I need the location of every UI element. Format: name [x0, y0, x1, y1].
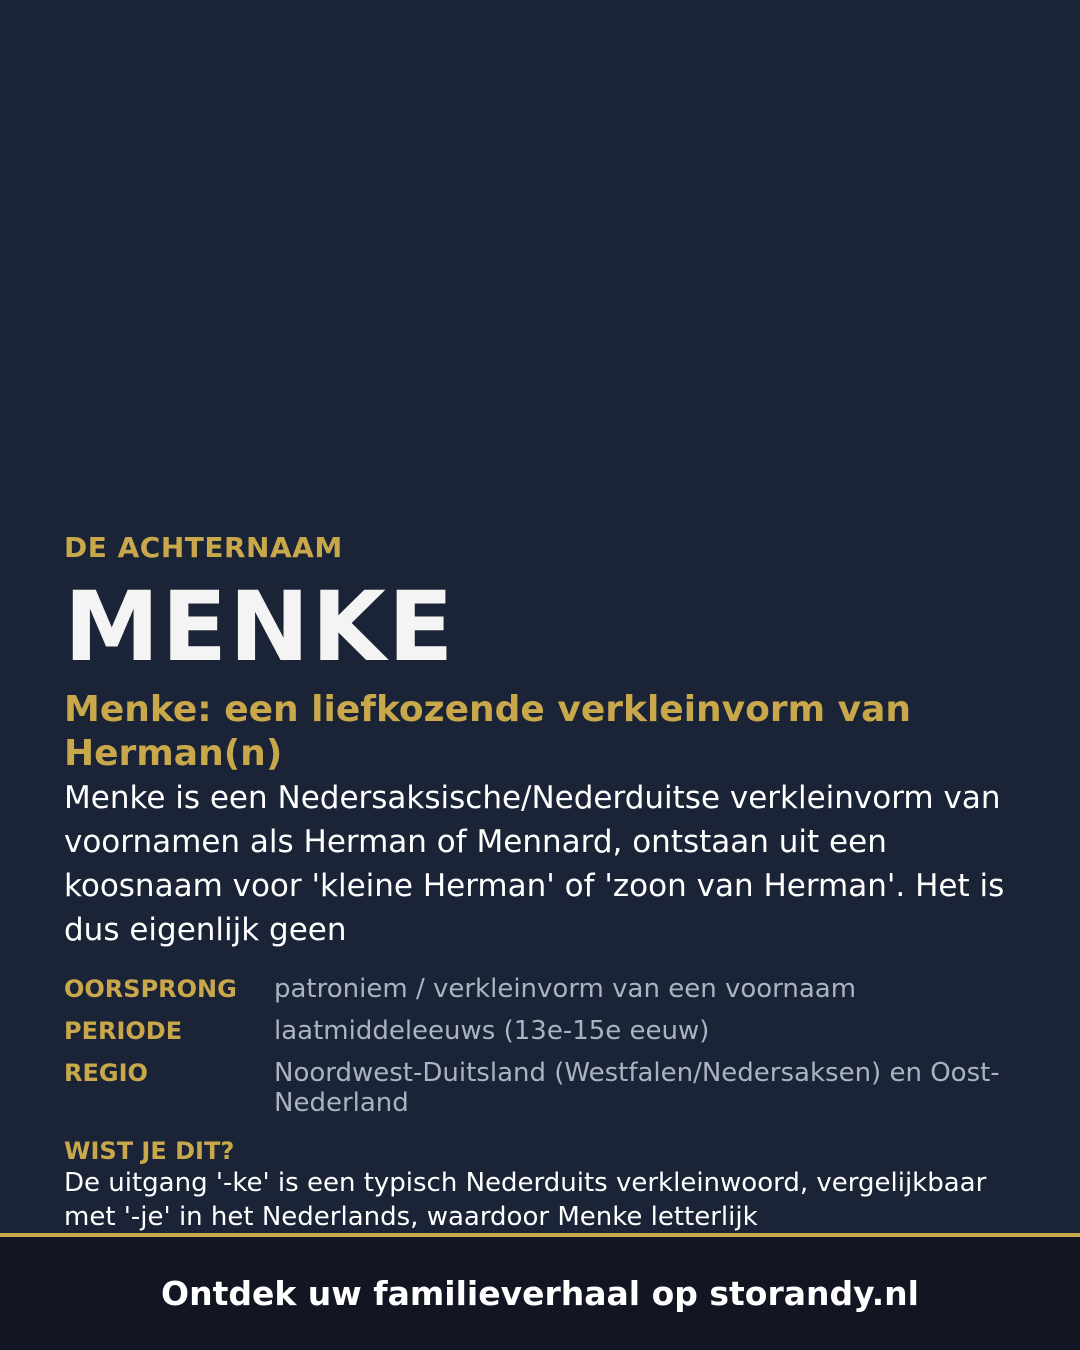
- intro-text: Menke is een Nedersaksische/Nederduitse verkleinvorm van voornamen als Herman of Mennard, ontstaan uit een koosnaam voor 'kleine Herman' of 'zoon van Herman'. Het is dus eigenlijk geen: [64, 780, 1005, 948]
- fact-label: PERIODE: [64, 1017, 183, 1045]
- fact-value: Noordwest-Duitsland (Westfalen/Nedersaksen) en Oost-Nederland: [274, 1058, 1000, 1118]
- fact-value: laatmiddeleeuws (13e-15e eeuw): [274, 1016, 710, 1046]
- eyebrow-label: DE ACHTERNAAM: [64, 531, 343, 564]
- footer-cta-link[interactable]: Ontdek uw familieverhaal op storandy.nl: [161, 1274, 919, 1313]
- subtitle: Menke: een liefkozende verkleinvorm van Herman(n): [64, 689, 912, 774]
- fact-label: OORSPRONG: [64, 975, 237, 1003]
- fact-row-period: [64, 1016, 1024, 1046]
- fact-row-origin: [64, 974, 1024, 1004]
- footer-banner: [0, 1233, 1080, 1350]
- fact-label: REGIO: [64, 1059, 148, 1087]
- did-you-know-text: De uitgang '-ke' is een typisch Nederduits verkleinwoord, vergelijkbaar met '-je' in het Nederlands, waardoor Menke letterlijk: [64, 1168, 987, 1232]
- did-you-know-label: WIST JE DIT?: [64, 1137, 235, 1165]
- card-content: [64, 530, 1024, 1234]
- fact-value: patroniem / verkleinvorm van een voornaam: [274, 974, 857, 1004]
- surname-title: MENKE: [64, 571, 456, 683]
- facts-list: [64, 974, 1024, 1118]
- fact-row-region: [64, 1058, 1024, 1118]
